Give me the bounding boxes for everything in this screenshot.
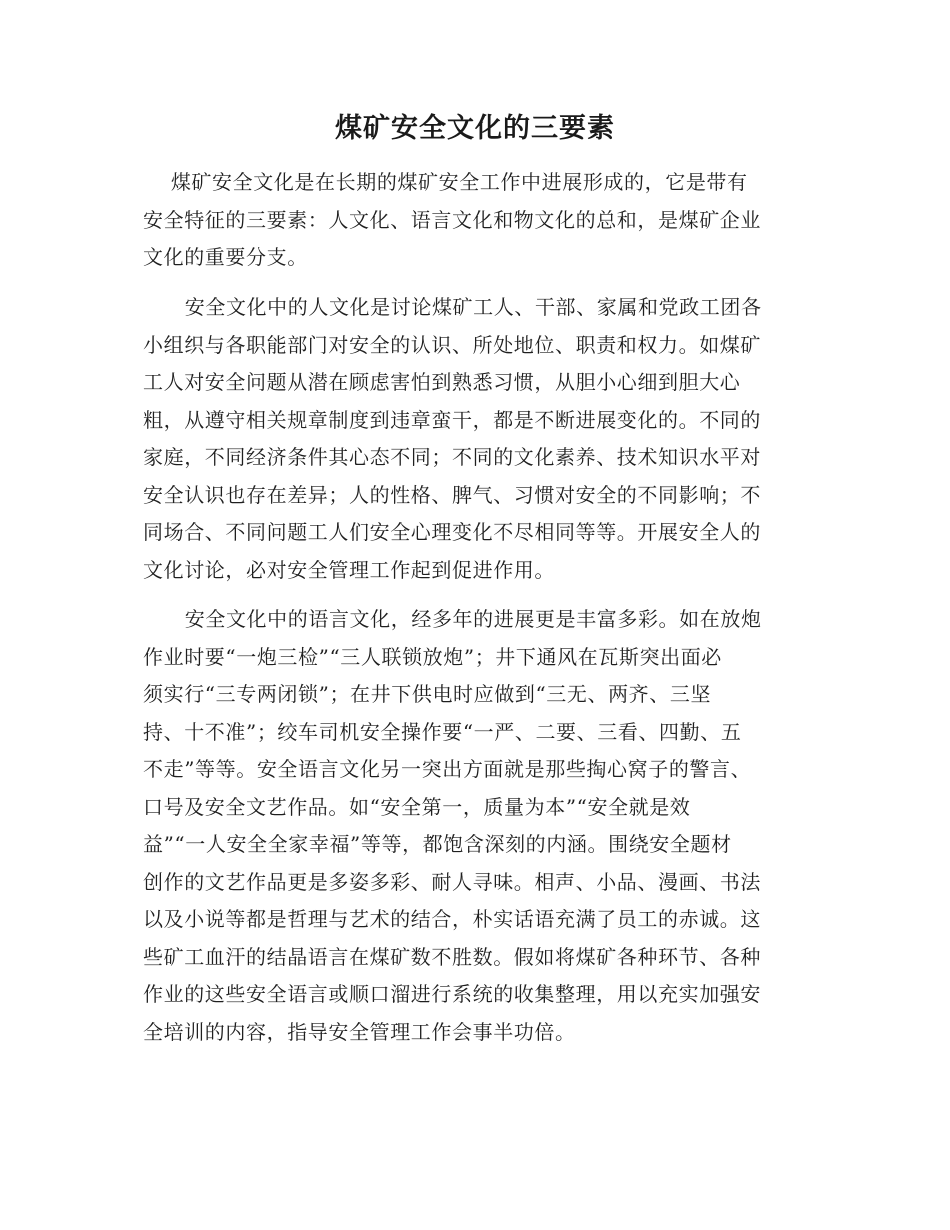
paragraph-line: 同场合、不同问题工人们安全心理变化不尽相同等等。开展安全人的 bbox=[143, 520, 761, 544]
paragraph-line: 文化的重要分支。 bbox=[143, 245, 308, 269]
paragraph-line: 作业的这些安全语言或顺口溜进行系统的收集整理，用以充实加强安 bbox=[143, 982, 761, 1006]
paragraph-1 bbox=[143, 164, 809, 277]
paragraph-2 bbox=[143, 289, 809, 589]
paragraph-line: 家庭，不同经济条件其心态不同；不同的文化素养、技术知识水平对 bbox=[143, 445, 761, 469]
paragraph-line: 创作的文艺作品更是多姿多彩、耐人寻味。相声、小品、漫画、书法 bbox=[143, 869, 761, 894]
paragraph-line: 小组织与各职能部门对安全的认识、所处地位、职责和权力。如煤矿 bbox=[143, 332, 761, 357]
paragraph-line: 安全特征的三要素：人文化、语言文化和物文化的总和，是煤矿企业 bbox=[143, 207, 761, 232]
paragraph-line: 安全认识也存在差异；人的性格、脾气、习惯对安全的不同影响；不 bbox=[143, 482, 761, 507]
paragraph-line: 口号及安全文艺作品。如“安全第一，质量为本”“安全就是效 bbox=[143, 794, 691, 819]
paragraph-line: 安全文化中的人文化是讨论煤矿工人、干部、家属和党政工团各 bbox=[143, 295, 762, 319]
paragraph-line: 些矿工血汗的结晶语言在煤矿数不胜数。假如将煤矿各种环节、各种 bbox=[143, 944, 761, 969]
paragraph-line: 不走”等等。安全语言文化另一突出方面就是那些掏心窝子的警言、 bbox=[143, 757, 752, 781]
paragraph-line: 文化讨论，必对安全管理工作起到促进作用。 bbox=[143, 557, 555, 582]
paragraph-line: 工人对安全问题从潜在顾虑害怕到熟悉习惯，从胆小心细到胆大心 bbox=[143, 370, 741, 394]
document-title: 煤矿安全文化的三要素 bbox=[335, 113, 615, 144]
paragraph-line: 以及小说等都是哲理与艺术的结合，朴实话语充满了员工的赤诚。这 bbox=[143, 907, 761, 931]
paragraph-line: 须实行“三专两闭锁”；在井下供电时应做到“三无、两齐、三坚 bbox=[143, 682, 712, 706]
paragraph-line: 作业时要“一炮三检”“三人联锁放炮”；井下通风在瓦斯突出面必 bbox=[143, 644, 722, 669]
paragraph-line: 安全文化中的语言文化，经多年的进展更是丰富多彩。如在放炮 bbox=[143, 607, 762, 631]
paragraph-line: 煤矿安全文化是在长期的煤矿安全工作中进展形成的，它是带有 bbox=[143, 170, 748, 194]
paragraph-line: 益”“一人安全全家幸福”等等，都饱含深刻的内涵。围绕安全题材 bbox=[143, 832, 732, 856]
paragraph-line: 全培训的内容，指导安全管理工作会事半功倍。 bbox=[143, 1019, 576, 1044]
paragraph-3 bbox=[143, 601, 809, 1051]
paragraph-line: 持、十不准”；绞车司机安全操作要“一严、二要、三看、四勤、五 bbox=[143, 719, 742, 744]
paragraph-line: 粗，从遵守相关规章制度到违章蛮干，都是不断进展变化的。不同的 bbox=[143, 407, 761, 432]
